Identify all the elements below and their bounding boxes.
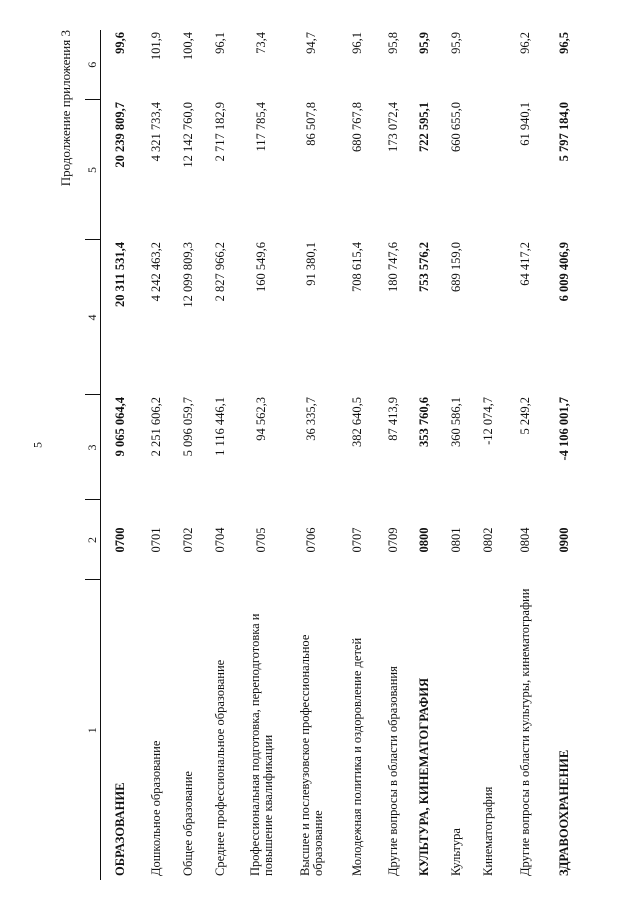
row-code: 0706 bbox=[304, 527, 318, 553]
row-value-col5: 61 940,1 bbox=[518, 102, 532, 146]
row-value-col4: 180 747,6 bbox=[386, 242, 400, 292]
row-value-col3: 2 251 606,2 bbox=[149, 397, 163, 457]
row-value-col4: 20 311 531,4 bbox=[113, 242, 128, 307]
row-value-col4: 2 827 966,2 bbox=[213, 242, 227, 302]
row-percent: 100,4 bbox=[181, 32, 195, 61]
row-name: Молодежная политика и оздоровление детей bbox=[350, 637, 364, 876]
row-code: 0705 bbox=[254, 527, 268, 553]
row-name: Культура bbox=[449, 828, 463, 876]
row-value-col5: 680 767,8 bbox=[350, 102, 364, 152]
row-name: Кинематография bbox=[481, 786, 495, 876]
table-row bbox=[441, 30, 473, 880]
column-header: 1 bbox=[85, 580, 101, 880]
row-name: ОБРАЗОВАНИЕ bbox=[113, 782, 128, 876]
table-row bbox=[141, 30, 173, 880]
row-value-col5: 5 797 184,0 bbox=[557, 102, 571, 162]
row-percent bbox=[473, 30, 505, 100]
row-value-col5: 722 595,1 bbox=[417, 102, 431, 152]
row-name: Профессиональная подготовка, переподготовка и повышение квалификации bbox=[247, 613, 275, 876]
table-row bbox=[473, 30, 505, 880]
row-value-col3: 353 760,6 bbox=[417, 397, 431, 447]
table-row bbox=[547, 30, 583, 880]
row-value-col3: 94 562,3 bbox=[254, 397, 268, 441]
row-value-col4 bbox=[473, 240, 505, 395]
table-body bbox=[101, 30, 583, 880]
row-value-col4: 12 099 809,3 bbox=[181, 242, 195, 308]
row-percent: 95,8 bbox=[386, 32, 400, 54]
row-value-col5: 86 507,8 bbox=[304, 102, 318, 146]
column-header: 6 bbox=[85, 30, 101, 100]
column-header: 4 bbox=[85, 240, 101, 395]
row-code: 0704 bbox=[213, 527, 227, 553]
row-code: 0800 bbox=[417, 527, 431, 553]
row-code: 0700 bbox=[113, 527, 128, 553]
budget-table bbox=[85, 30, 583, 880]
row-value-col5: 173 072,4 bbox=[386, 102, 400, 152]
page-number: 5 bbox=[30, 442, 45, 448]
row-value-col5 bbox=[473, 100, 505, 240]
row-value-col5: 660 655,0 bbox=[449, 102, 463, 152]
row-code: 0900 bbox=[557, 527, 571, 553]
row-value-col4: 753 576,2 bbox=[417, 242, 431, 292]
row-value-col5: 117 785,4 bbox=[254, 102, 268, 152]
row-percent: 101,9 bbox=[149, 32, 163, 61]
row-value-col5: 2 717 182,9 bbox=[213, 102, 227, 162]
table-row bbox=[205, 30, 237, 880]
row-name: Другие вопросы в области культуры, кинематографии bbox=[518, 588, 532, 876]
table-row bbox=[173, 30, 205, 880]
table-row bbox=[409, 30, 441, 880]
row-value-col4: 6 009 406,9 bbox=[557, 242, 571, 302]
row-percent: 99,6 bbox=[113, 32, 128, 54]
row-percent: 94,7 bbox=[304, 32, 318, 54]
row-code: 0702 bbox=[181, 527, 195, 553]
table-row bbox=[505, 30, 547, 880]
row-percent: 96,5 bbox=[557, 32, 571, 54]
row-percent: 96,1 bbox=[350, 32, 364, 54]
row-percent: 73,4 bbox=[254, 32, 268, 54]
row-percent: 95,9 bbox=[417, 32, 431, 54]
column-header: 2 bbox=[85, 500, 101, 580]
row-value-col4: 91 380,1 bbox=[304, 242, 318, 286]
row-value-col4: 4 242 463,2 bbox=[149, 242, 163, 302]
table-row bbox=[379, 30, 409, 880]
row-code: 0801 bbox=[449, 527, 463, 553]
row-value-col4: 160 549,6 bbox=[254, 242, 268, 292]
row-value-col3: -4 106 001,7 bbox=[557, 397, 571, 461]
row-code: 0701 bbox=[149, 527, 163, 553]
column-header: 3 bbox=[85, 395, 101, 500]
table-row bbox=[101, 30, 141, 880]
row-name: ЗДРАВООХРАНЕНИЕ bbox=[557, 749, 571, 876]
row-name: Общее образование bbox=[181, 771, 195, 876]
row-name: Дошкольное образование bbox=[149, 740, 163, 876]
row-code: 0707 bbox=[350, 527, 364, 553]
row-value-col5: 12 142 760,0 bbox=[181, 102, 195, 168]
row-value-col5: 4 321 733,4 bbox=[149, 102, 163, 162]
table-row bbox=[237, 30, 287, 880]
row-value-col3: 360 586,1 bbox=[449, 397, 463, 447]
row-percent: 95,9 bbox=[449, 32, 463, 54]
row-code: 0804 bbox=[518, 527, 532, 553]
row-value-col3: 1 116 446,1 bbox=[213, 397, 227, 456]
row-name: Высшее и послевузовское профессиональное образование bbox=[297, 634, 325, 876]
table-row bbox=[337, 30, 379, 880]
row-name: КУЛЬТУРА, КИНЕМАТОГРАФИЯ bbox=[417, 678, 431, 876]
column-header: 5 bbox=[85, 100, 101, 240]
row-name: Среднее профессиональное образование bbox=[213, 659, 227, 876]
row-value-col4: 64 417,2 bbox=[518, 242, 532, 286]
continuation-label: Продолжение приложения 3 bbox=[58, 30, 73, 187]
row-value-col3: 87 413,9 bbox=[386, 397, 400, 441]
row-value-col3: 382 640,5 bbox=[350, 397, 364, 447]
row-value-col5: 20 239 809,7 bbox=[113, 102, 128, 168]
row-value-col3: 9 065 064,4 bbox=[113, 397, 128, 457]
row-name: Другие вопросы в области образования bbox=[386, 666, 400, 876]
table-header-row bbox=[85, 30, 101, 880]
row-code: 0709 bbox=[386, 527, 400, 553]
row-code: 0802 bbox=[481, 527, 495, 553]
row-value-col3: -12 074,7 bbox=[481, 397, 495, 445]
row-value-col3: 36 335,7 bbox=[304, 397, 318, 441]
row-percent: 96,2 bbox=[518, 32, 532, 54]
row-value-col4: 689 159,0 bbox=[449, 242, 463, 292]
table-row bbox=[287, 30, 337, 880]
row-value-col3: 5 096 059,7 bbox=[181, 397, 195, 457]
row-value-col4: 708 615,4 bbox=[350, 242, 364, 292]
row-percent: 96,1 bbox=[213, 32, 227, 54]
row-value-col3: 5 249,2 bbox=[518, 397, 532, 435]
